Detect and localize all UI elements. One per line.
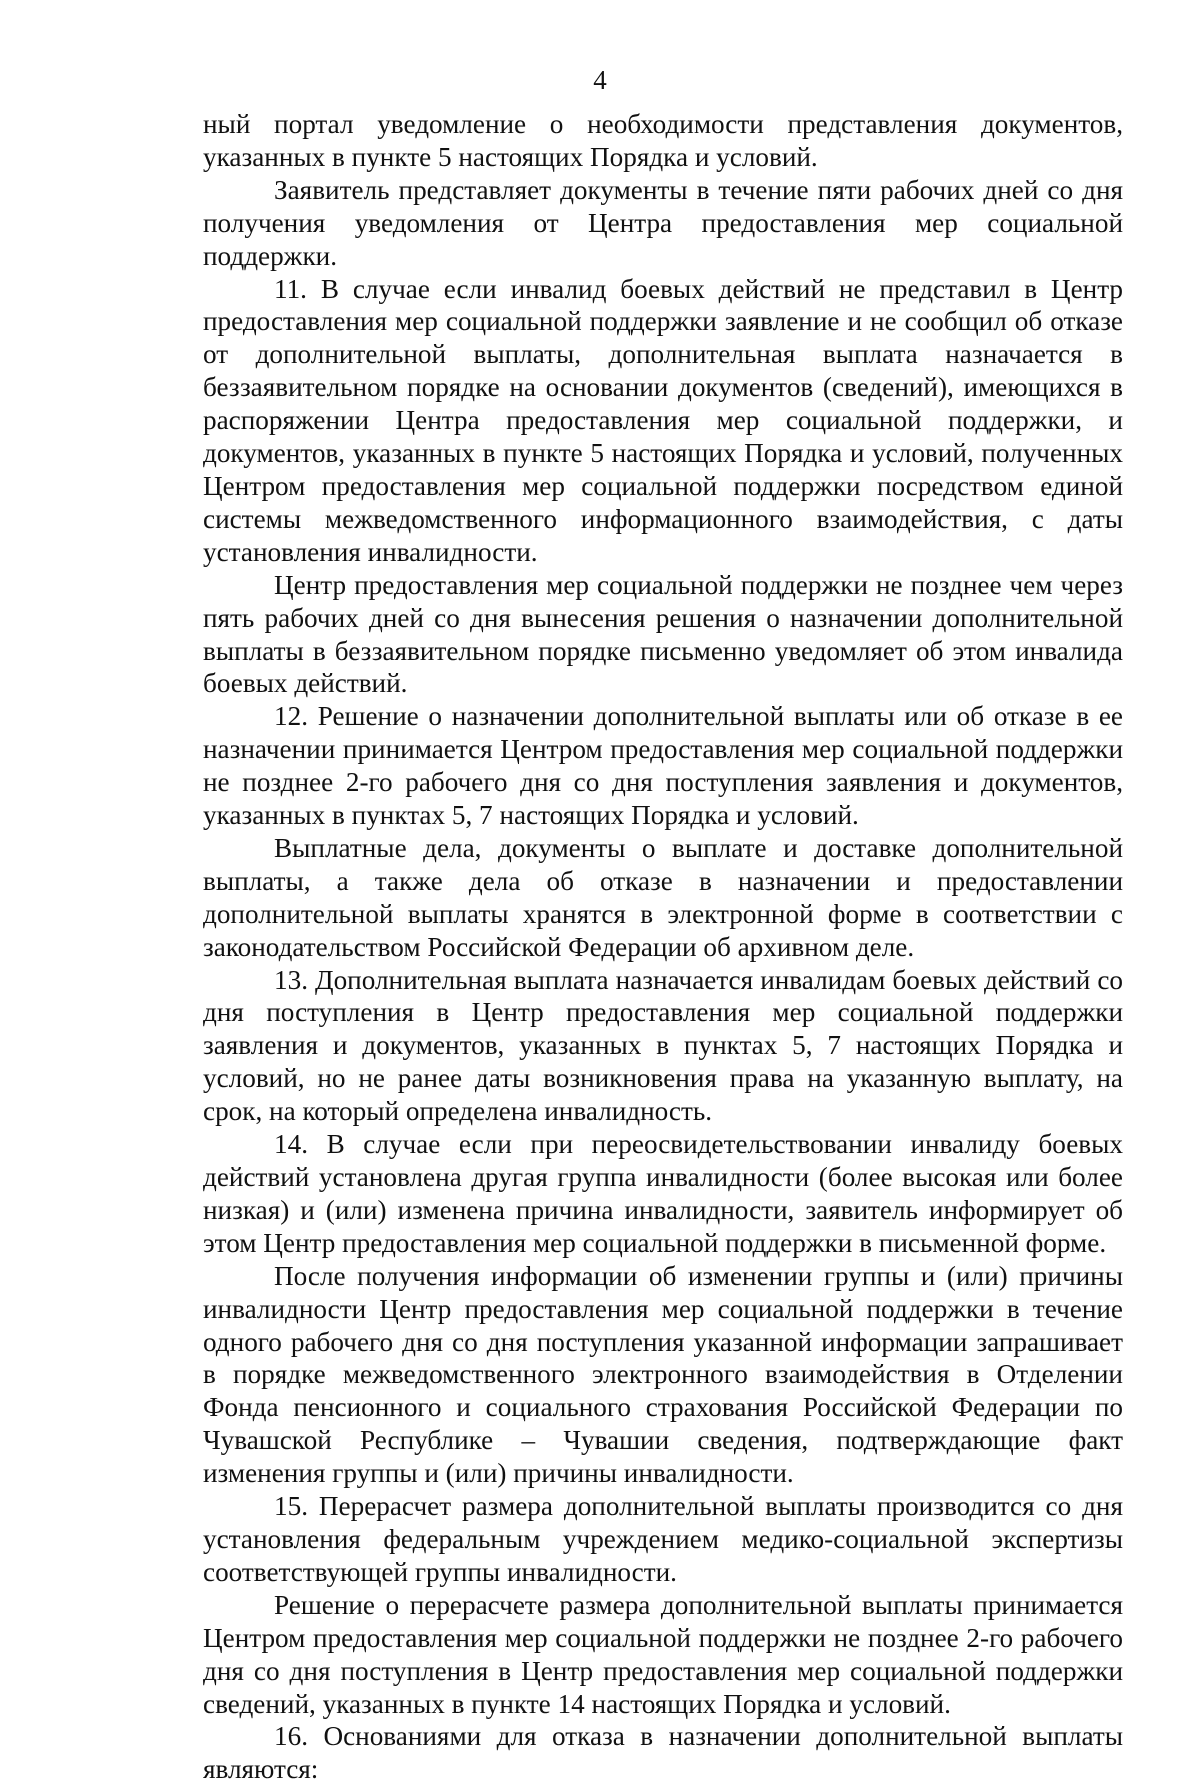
paragraph-item-11: 11. В случае если инвалид боевых действий не представил в Центр предоставления мер социальной поддержки заявление и не сообщил об отказе от дополнительной выплаты, дополнительная выплата назначается в беззаявительном порядке на основании документов (сведений), имеющихся в распоряжении Центра предоставления мер социальной поддержки, и документов, указанных в пункте 5 настоящих Порядка и условий, полученных Центром предоставления мер социальной поддержки посредством единой системы межведомственного информационного взаимодействия, с даты установления инвалидности. bbox=[203, 273, 1123, 567]
paragraph-item-13: 13. Дополнительная выплата назначается инвалидам боевых действий со дня поступления в Центр предоставления мер социальной поддержки заявления и документов, указанных в пунктах 5, 7 настоящих Порядка и условий, но не ранее даты возникновения права на указанную выплату, на срок, на который определена инвалидность. bbox=[203, 964, 1123, 1127]
paragraph-item-15: 15. Перерасчет размера дополнительной выплаты производится со дня установления федеральным учреждением медико-социальной экспертизы соответствующей группы инвалидности. bbox=[203, 1491, 1123, 1587]
paragraph-applicant-submission: Заявитель представляет документы в течение пяти рабочих дней со дня получения уведомления от Центра предоставления мер социальной поддержки. bbox=[203, 174, 1123, 271]
paragraph-recalculation-decision: Решение о перерасчете размера дополнительной выплаты принимается Центром предоставления мер социальной поддержки не позднее 2-го рабочего дня со дня поступления в Центр предоставления мер социальной поддержки сведений, указанных в пункте 14 настоящих Порядка и условий. bbox=[203, 1589, 1123, 1719]
paragraph-item-16: 16. Основаниями для отказа в назначении дополнительной выплаты являются: bbox=[203, 1721, 1123, 1785]
document-body bbox=[203, 108, 1123, 1786]
page-number: 4 bbox=[593, 65, 607, 95]
paragraph-payment-records: Выплатные дела, документы о выплате и доставке дополнительной выплаты, а также дела об отказе в назначении и предоставлении дополнительной выплаты хранятся в электронной форме в соответствии с законодательством Российской Федерации об архивном деле. bbox=[203, 832, 1123, 962]
paragraph-continuation: ный портал уведомление о необходимости представления документов, указанных в пункте 5 настоящих Порядка и условий. bbox=[203, 109, 1123, 172]
paragraph-item-14: 14. В случае если при переосвидетельствовании инвалиду боевых действий установлена другая группа инвалидности (более высокая или более низкая) и (или) изменена причина инвалидности, заявитель информирует об этом Центр предоставления мер социальной поддержки в письменной форме. bbox=[203, 1129, 1123, 1258]
paragraph-item-12: 12. Решение о назначении дополнительной выплаты или об отказе в ее назначении принимается Центром предоставления мер социальной поддержки не позднее 2-го рабочего дня со дня поступления заявления и документов, указанных в пунктах 5, 7 настоящих Порядка и условий. bbox=[203, 701, 1123, 831]
paragraph-notification: Центр предоставления мер социальной поддержки не позднее чем через пять рабочих дней со дня вынесения решения о назначении дополнительной выплаты в беззаявительном порядке письменно уведомляет об этом инвалида боевых действий. bbox=[203, 569, 1123, 699]
paragraph-information-request: После получения информации об изменении группы и (или) причины инвалидности Центр предоставления мер социальной поддержки в течение одного рабочего дня со дня поступления указанной информации запрашивает в порядке межведомственного электронного взаимодействия в Отделении Фонда пенсионного и социального страхования Российской Федерации по Чувашской Республике – Чувашии сведения, подтверждающие факт изменения группы и (или) причины инвалидности. bbox=[203, 1260, 1123, 1489]
